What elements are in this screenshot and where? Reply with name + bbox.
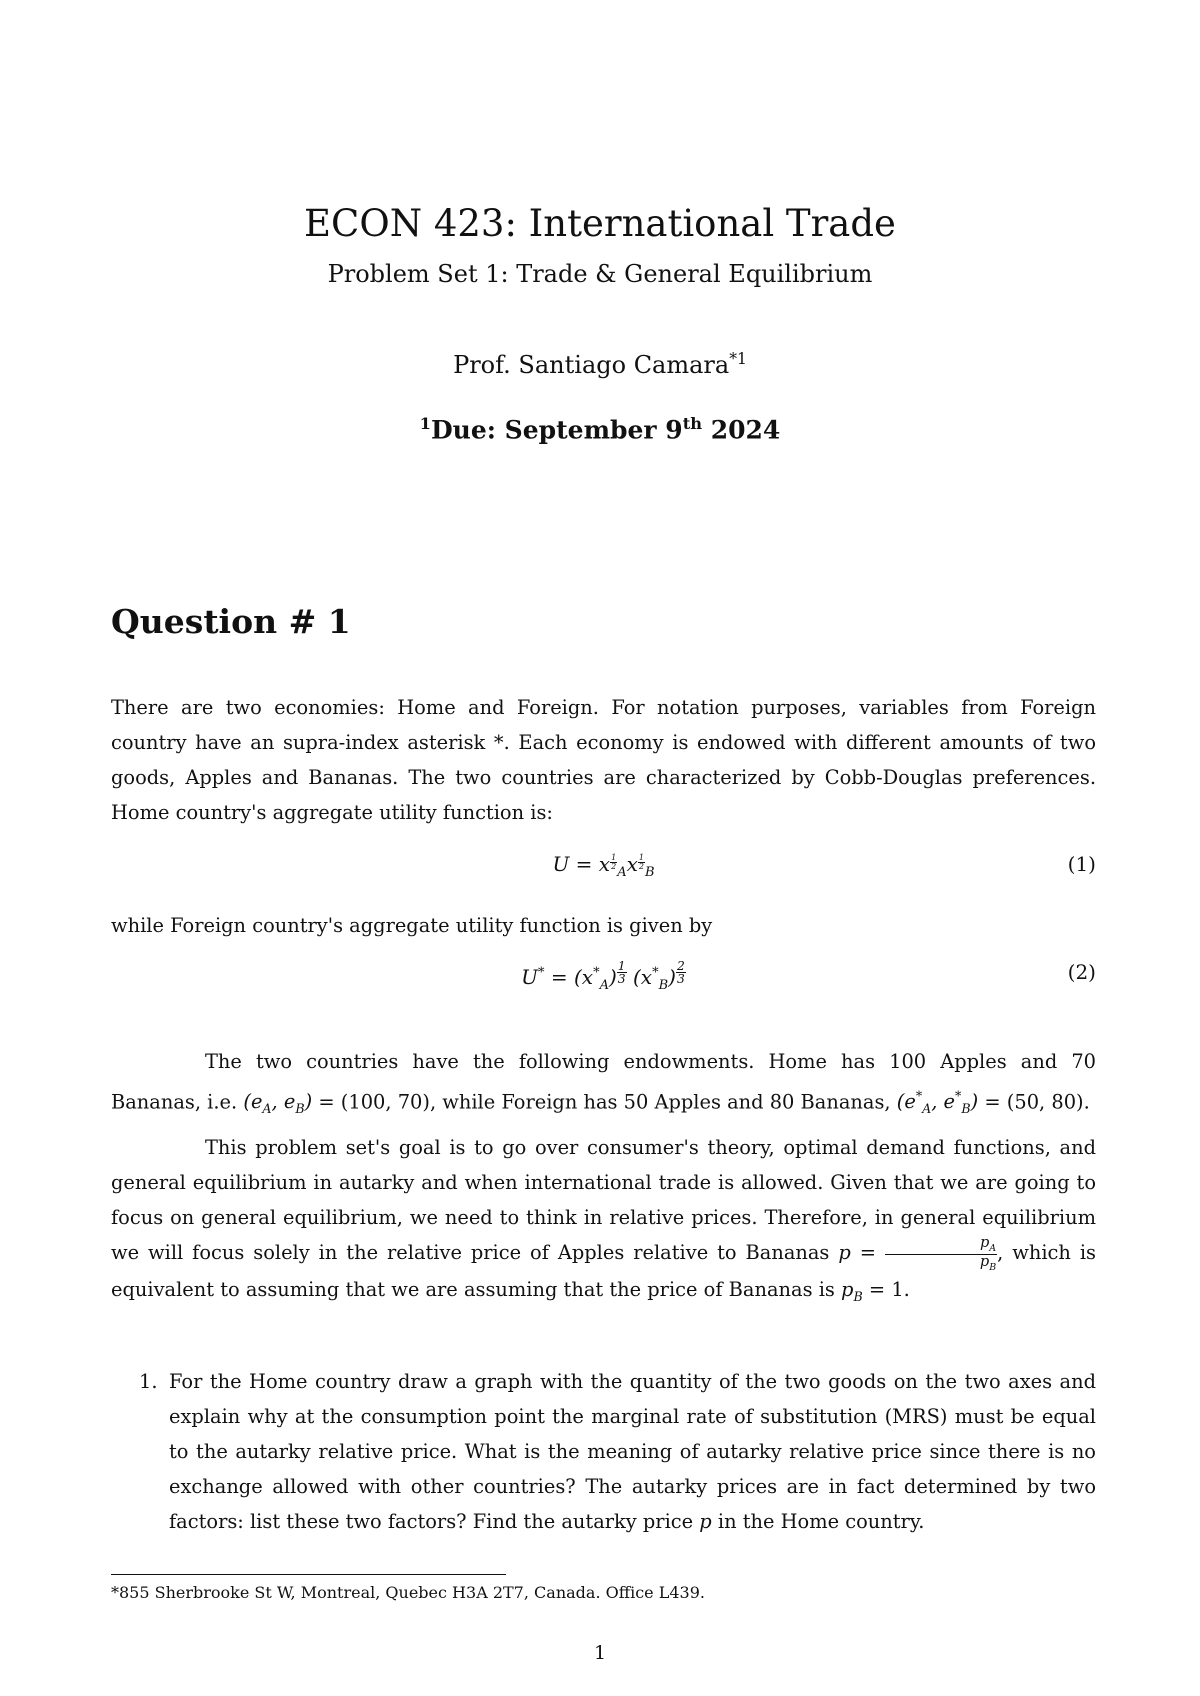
home-endowment-vector: ($e_A$, $e_B$)	[243, 1090, 313, 1117]
list-item-number: 1.	[139, 1370, 158, 1393]
list-item	[111, 1364, 1096, 1539]
endowments-paragraph	[111, 1044, 1096, 1126]
equation-1	[111, 852, 1096, 892]
foreign-utility-formula: $U^* = (x^*_A)$ $^{\frac{1}{3}}$ $(x^*_B)$ $^{\frac{2}{3}}$	[521, 959, 685, 993]
document-subtitle: Problem Set 1: Trade & General Equilibrium	[327, 260, 873, 288]
author-line	[0, 350, 1200, 379]
goal-paragraph	[111, 1130, 1096, 1314]
equation-2-number: (2)	[1067, 960, 1096, 984]
due-date	[0, 414, 1200, 444]
goal-text-c: = 1.	[868, 1277, 910, 1301]
author-footnote-marks: *1	[729, 350, 747, 368]
foreign-utility-lead: while Foreign country's aggregate utility function is given by	[111, 914, 713, 937]
due-affiliation-mark: 1	[419, 414, 431, 433]
goal-text-a: This problem set's goal is to go over consumer's theory, optimal demand functions, and general equilibrium in autarky and when international trade is allowed. Given that we are going to focus on general equilibrium, we need to think in relative prices. Therefore, in general equilibrium we will focus solely in the relative price of Apples relative to Bananas	[111, 1136, 1096, 1264]
page-number: 1	[593, 1642, 607, 1664]
endowments-text-b: , while Foreign has 50 Apples and 80 Bananas,	[429, 1090, 891, 1114]
relative-price-formula: p = $\frac{p_A}{p_B}$	[838, 1235, 997, 1273]
list-item-text-a: For the Home country draw a graph with the quantity of the two goods on the two axes and explain why at the consumption point the marginal rate of substitution (MRS) must be equal to the autarky relative price. What is the meaning of autarky relative price since there is no exchange allowed with other countries? The autarky prices are in fact determined by two factors: list these two factors? Find the autarky price	[169, 1370, 1096, 1533]
equation-1-number: (1)	[1067, 852, 1096, 876]
due-superscript: th	[682, 414, 703, 433]
goal-text-b: , which is equivalent to assuming that we are assuming that the price of Bananas is	[111, 1241, 1096, 1301]
footnote: *855 Sherbrooke St W, Montreal, Quebec H3A 2T7, Canada. Office L439.	[111, 1583, 705, 1602]
equation-2	[111, 960, 1096, 1000]
foreign-endowment-value: = (50, 80).	[984, 1090, 1090, 1114]
due-year: 2024	[702, 415, 781, 445]
footnote-rule	[111, 1574, 506, 1575]
home-utility-formula: U = x $_{\frac{1}{2}}$ $_A$x $_{\frac{1}{2}}$ $_B$	[552, 852, 655, 880]
question-heading: Question # 1	[111, 602, 351, 641]
foreign-endowment-vector: ($e^*_A$, $e^*_B$)	[896, 1089, 979, 1117]
endowments-text-a: The two countries have the following endowments. Home has 100 Apples and 70 Bananas, i.e.	[111, 1050, 1096, 1114]
home-endowment-value: = (100, 70)	[318, 1090, 430, 1114]
list-item-variable: p	[699, 1510, 712, 1533]
author-name: Prof. Santiago Camara	[453, 351, 730, 379]
document-title: ECON 423: International Trade	[304, 202, 896, 245]
intro-paragraph: There are two economies: Home and Foreign. For notation purposes, variables from Foreign country have an supra-index asterisk *. Each economy is endowed with different amounts of two goods, Apples and Bananas. The two countries are characterized by Cobb-Douglas preferences. Home country's aggregate utility function is:	[111, 696, 1096, 824]
banana-price-symbol: $p_B$	[841, 1277, 863, 1304]
list-item-text-b: in the Home country.	[717, 1510, 925, 1533]
question-list	[111, 1364, 1096, 1539]
due-text: Due: September 9	[430, 415, 683, 445]
